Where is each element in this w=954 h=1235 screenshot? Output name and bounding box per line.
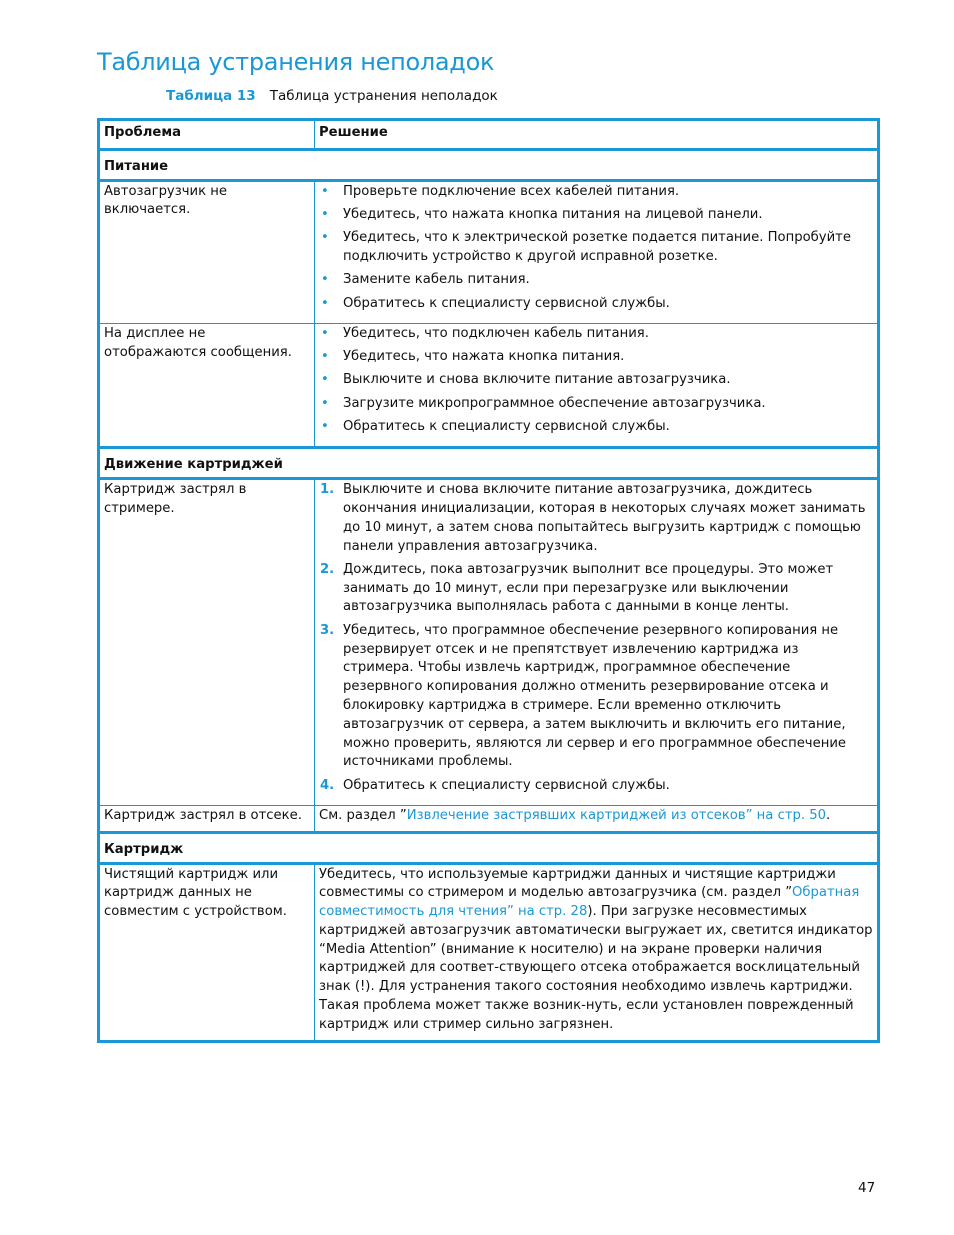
table-row bbox=[99, 863, 879, 1041]
bullet-icon: • bbox=[321, 325, 329, 341]
solution-cell: Убедитесь, что используемые картриджи данных и чистящие картриджи совместимы со стримером и моделью автозагрузчика (см. раздел ”Обратная совместимость для чтения” на стр. 28). При загрузке несовместимых картриджей автозагрузчик автоматически выгружает их, светится индикатор “Media Attention” (внимание к носителю) и на экране проверки наличия картриджей для соответ-ствующего отсека отображается восклицательный знак (!). Для устранения такого состояния необходимо извлечь картриджи. Такая проблема может также возник-нуть, если установлен поврежденный картридж или стример сильно загрязнен. bbox=[315, 863, 879, 1041]
bullet-icon: • bbox=[321, 206, 329, 222]
solution-cell: См. раздел ”Извлечение застрявших картриджей из отсеков” на стр. 50. bbox=[315, 805, 879, 832]
section-row-movement bbox=[99, 448, 879, 479]
troubleshooting-table bbox=[97, 118, 880, 1043]
table-caption bbox=[166, 88, 498, 104]
page-number: 47 bbox=[858, 1180, 876, 1196]
list-item: 3. Убедитесь, что программное обеспечение резервного копирования не резервирует отсек и не препятствует извлечению картриджа из стримера. Чтобы извлечь картридж, программное обеспечение резервного копирования должно отменить резервирование отсека и блокировку картриджа в стримере. Если временно отключить автозагрузчик от сервера, а затем выключить и включить его питание, можно проверить, являются ли сервер и его программное обеспечение источниками проблемы. bbox=[320, 622, 847, 770]
list-item: • Загрузите микропрограммное обеспечение автозагрузчика. bbox=[319, 395, 873, 414]
step-number: 1. bbox=[320, 482, 335, 498]
problem-cell: Автозагрузчик не включается. bbox=[99, 180, 315, 323]
cross-reference-link[interactable]: Извлечение застрявших картриджей из отсеков” на стр. 50 bbox=[406, 807, 827, 823]
section-row-power bbox=[99, 149, 879, 180]
list-item: • Проверьте подключение всех кабелей питания. bbox=[319, 183, 873, 202]
list-item: 2. Дождитесь, пока автозагрузчик выполнит все процедуры. Это может занимать до 10 минут, если при перезагрузке или выключении автозагрузчика выполнялась работа с данными в конце ленты. bbox=[320, 561, 834, 615]
list-item: • Обратитесь к специалисту сервисной службы. bbox=[319, 418, 873, 437]
list-item: • Обратитесь к специалисту сервисной службы. bbox=[319, 295, 873, 314]
page-title: Таблица устранения неполадок bbox=[97, 48, 495, 76]
problem-cell: Картридж застрял в стримере. bbox=[99, 479, 315, 806]
table-caption-label: Таблица 13 bbox=[166, 88, 256, 104]
solution-cell bbox=[315, 323, 879, 447]
list-item: 4. Обратитесь к специалисту сервисной службы. bbox=[319, 777, 873, 796]
step-number: 4. bbox=[320, 777, 335, 793]
solution-cell bbox=[315, 479, 879, 806]
section-title-power: Питание bbox=[99, 149, 879, 180]
bullet-icon: • bbox=[321, 419, 329, 435]
solution-bullet-list bbox=[319, 183, 873, 314]
table-caption-text: Таблица устранения неполадок bbox=[269, 88, 498, 104]
bullet-icon: • bbox=[321, 349, 329, 365]
bullet-icon: • bbox=[321, 183, 329, 199]
section-title-cartridge: Картридж bbox=[99, 832, 879, 863]
solution-bullet-list bbox=[319, 325, 873, 437]
header-solution: Решение bbox=[315, 120, 879, 150]
bullet-icon: • bbox=[321, 230, 329, 246]
list-item: • Убедитесь, что нажата кнопка питания на лицевой панели. bbox=[319, 206, 873, 225]
list-item: 1. Выключите и снова включите питание автозагрузчика, дождитесь окончания инициализации, которая в некоторых случаях может занимать до 10 минут, а затем снова попытайтесь выгрузить картридж с помощью панели управления автозагрузчика. bbox=[320, 482, 866, 554]
section-row-cartridge bbox=[99, 832, 879, 863]
table-row bbox=[99, 805, 879, 832]
table-row bbox=[99, 180, 879, 323]
list-item: • Убедитесь, что нажата кнопка питания. bbox=[319, 348, 873, 367]
problem-cell: Чистящий картридж или картридж данных не совместим с устройством. bbox=[99, 863, 315, 1041]
step-number: 3. bbox=[320, 622, 335, 638]
step-number: 2. bbox=[320, 561, 335, 577]
table-row bbox=[99, 479, 879, 806]
list-item: • Замените кабель питания. bbox=[319, 271, 873, 290]
section-title-movement: Движение картриджей bbox=[99, 448, 879, 479]
cross-reference-link[interactable]: Обратная совместимость для чтения” на стр. 28 bbox=[319, 885, 860, 920]
solution-numbered-list bbox=[319, 481, 873, 795]
list-item: • Убедитесь, что к электрической розетке подается питание. Попробуйте подключить устройство к другой исправной розетке. bbox=[321, 230, 851, 264]
bullet-icon: • bbox=[321, 272, 329, 288]
header-problem: Проблема bbox=[99, 120, 315, 150]
table-header-row bbox=[99, 120, 879, 150]
list-item: • Убедитесь, что подключен кабель питания. bbox=[319, 325, 873, 344]
bullet-icon: • bbox=[321, 295, 329, 311]
table-row bbox=[99, 323, 879, 447]
problem-cell: Картридж застрял в отсеке. bbox=[99, 805, 315, 832]
problem-cell: На дисплее не отображаются сообщения. bbox=[99, 323, 315, 447]
bullet-icon: • bbox=[321, 395, 329, 411]
bullet-icon: • bbox=[321, 372, 329, 388]
solution-cell bbox=[315, 180, 879, 323]
list-item: • Выключите и снова включите питание автозагрузчика. bbox=[319, 371, 873, 390]
